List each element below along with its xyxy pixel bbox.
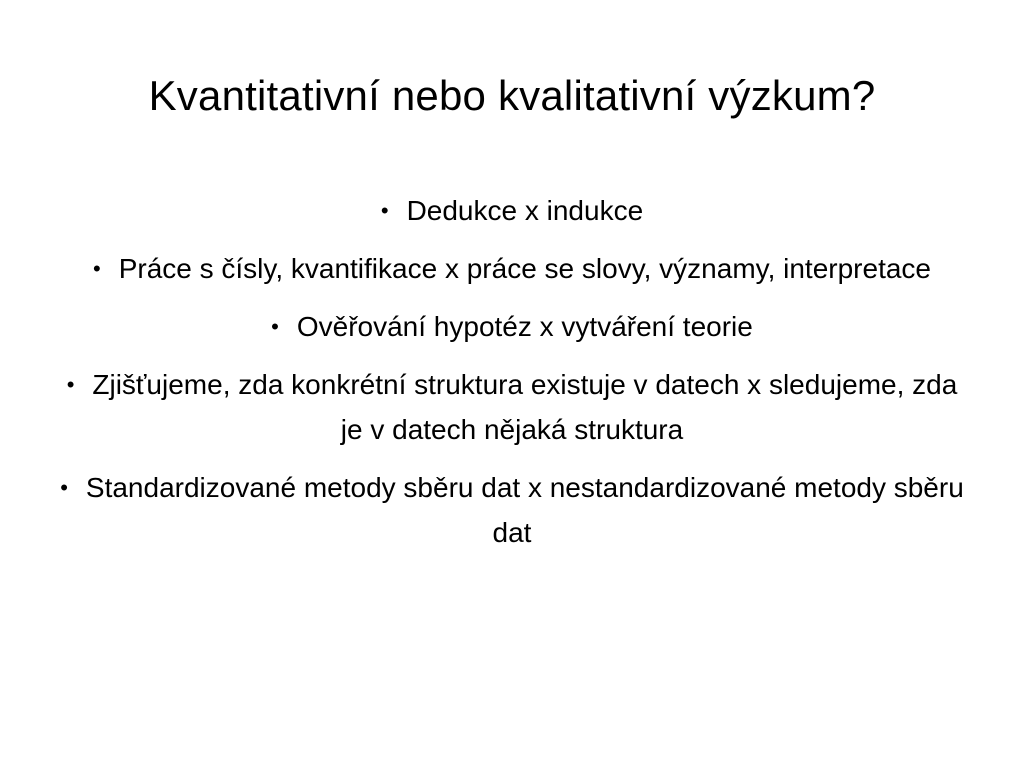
list-item: [60, 362, 964, 452]
bullet-list: [60, 188, 964, 568]
bullet-text: Standardizované metody sběru dat x nestandardizované metody sběru dat: [85, 472, 964, 548]
bullet-text: Dedukce x indukce: [406, 195, 644, 226]
bullet-icon: •: [380, 198, 389, 223]
list-item: [60, 465, 964, 555]
bullet-text: Práce s čísly, kvantifikace x práce se slovy, významy, interpretace: [118, 253, 931, 284]
list-item: [60, 304, 964, 349]
bullet-text: Ověřování hypotéz x vytváření teorie: [296, 311, 753, 342]
bullet-icon: •: [271, 314, 279, 339]
bullet-icon: •: [66, 372, 75, 397]
list-item: [60, 246, 964, 291]
bullet-icon: •: [93, 256, 101, 281]
slide-title: Kvantitativní nebo kvalitativní výzkum?: [148, 72, 876, 119]
bullet-text: Zjišťujeme, zda konkrétní struktura existuje v datech x sledujeme, zda je v datech nějaká struktura: [92, 369, 958, 445]
list-item: [60, 188, 964, 233]
bullet-icon: •: [60, 475, 68, 500]
